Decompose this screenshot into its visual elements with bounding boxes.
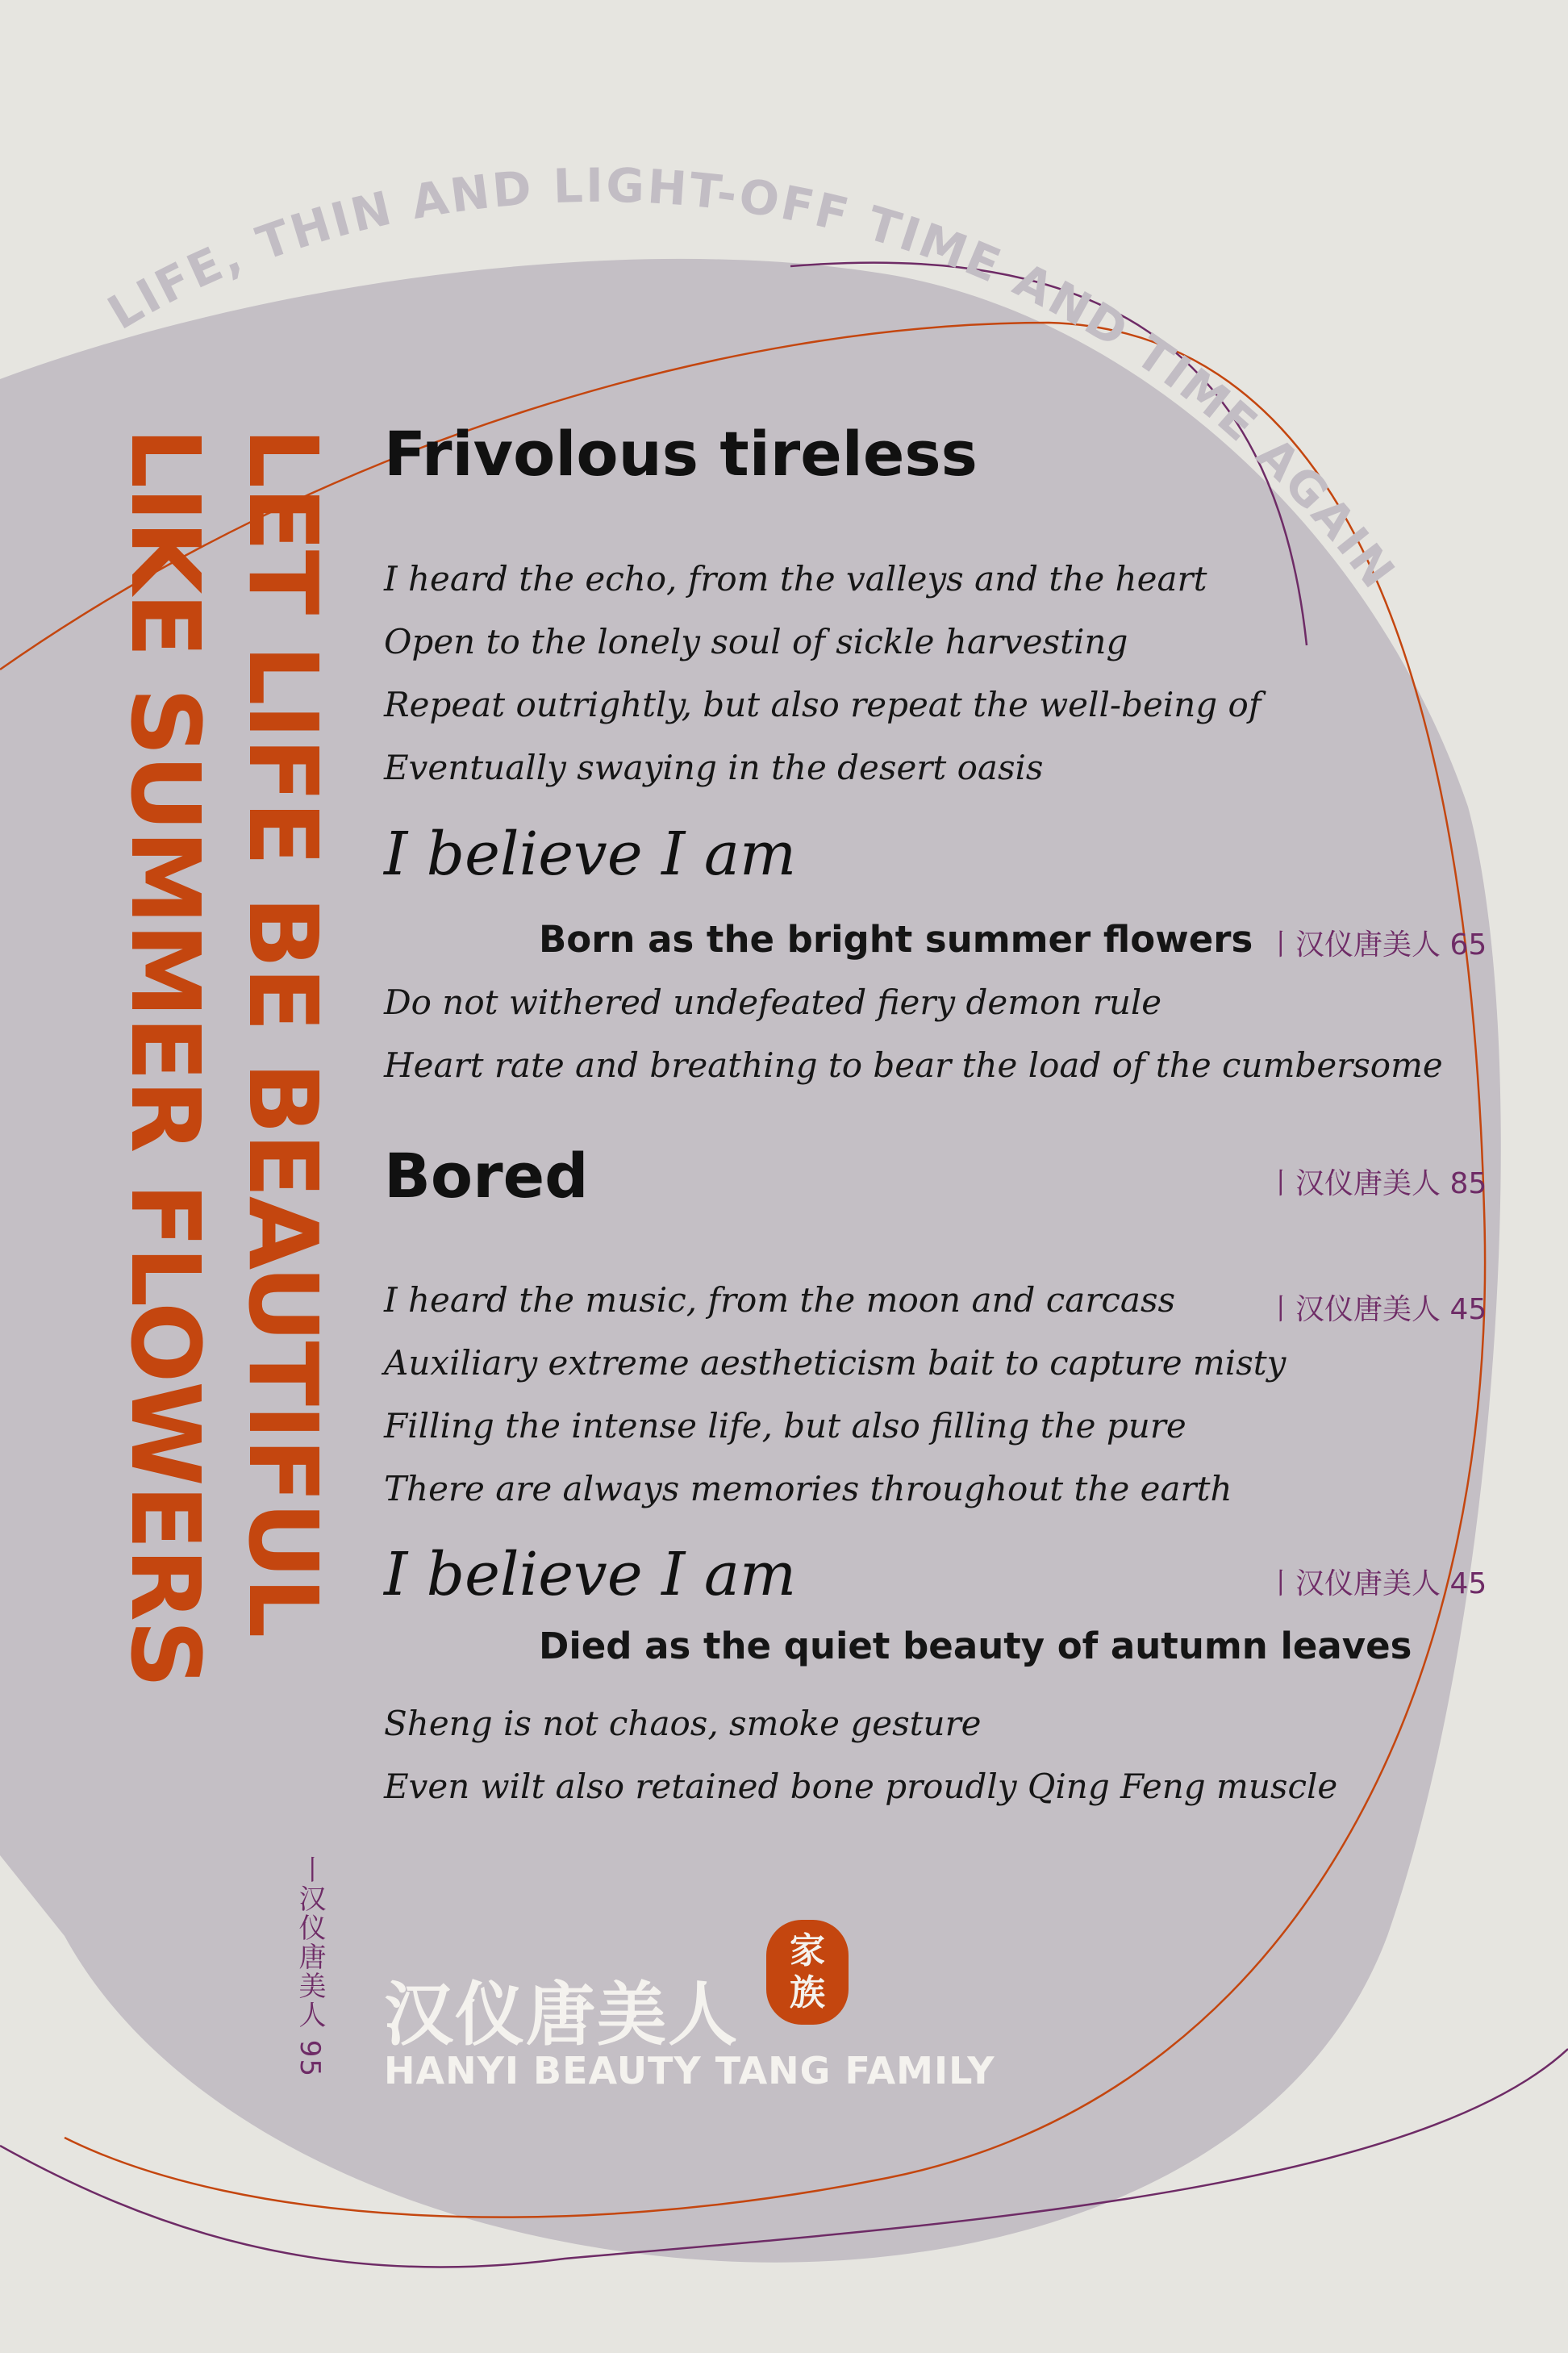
section2-heading: I believe I am <box>384 820 797 889</box>
seal-char: 族 <box>790 1972 825 2013</box>
brand-chinese: 汉仪唐美人 <box>384 1975 739 2055</box>
section3-line: I heard the music, from the moon and carcass <box>384 1280 1176 1320</box>
section4-heading: I believe I am <box>384 1540 797 1609</box>
section2-line: Do not withered undefeated fiery demon rule <box>384 983 1162 1022</box>
section4-price: 丨汉仪唐美人 45 <box>1266 1567 1487 1600</box>
vertical-title-line2: LIKE SUMMER FLOWERS <box>110 428 221 1687</box>
section2-subheading: Born as the bright summer flowers <box>539 918 1253 961</box>
section4-line: Even wilt also retained bone proudly Qing Feng muscle <box>384 1767 1338 1806</box>
section3-line: Auxiliary extreme aestheticism bait to capture misty <box>384 1343 1287 1383</box>
section1-line: Repeat outrightly, but also repeat the well-being of <box>384 685 1261 724</box>
section3-line: Filling the intense life, but also filling the pure <box>384 1406 1186 1446</box>
brand-english: HANYI BEAUTY TANG FAMILY <box>384 2049 995 2092</box>
vertical-title-price: 丨汉仪唐美人 95 <box>294 1855 326 2079</box>
section1-line: Eventually swaying in the desert oasis <box>384 748 1044 787</box>
brand-seal <box>766 1920 849 2025</box>
section2-price: 丨汉仪唐美人 65 <box>1266 928 1487 962</box>
seal-char: 家 <box>790 1930 825 1971</box>
section2-line: Heart rate and breathing to bear the load of the cumbersome <box>384 1045 1443 1085</box>
section4-subheading: Died as the quiet beauty of autumn leaves <box>539 1625 1412 1667</box>
section1-line: Open to the lonely soul of sickle harvesting <box>384 622 1128 661</box>
curved-tagline: LIFE, THIN AND LIGHT-OFF TIME AND TIME AGAIN <box>98 157 1407 600</box>
section3-price: 丨汉仪唐美人 85 <box>1266 1167 1487 1200</box>
vertical-title-line1: LET LIFE BE BEAUTIFUL <box>227 428 339 1637</box>
section4-line: Sheng is not chaos, smoke gesture <box>384 1704 982 1743</box>
section3-line-price: 丨汉仪唐美人 45 <box>1266 1293 1487 1326</box>
section3-line: There are always memories throughout the earth <box>384 1469 1232 1508</box>
section3-heading: Bored <box>384 1140 589 1212</box>
section1-heading: Frivolous tireless <box>384 418 978 490</box>
section1-line: I heard the echo, from the valleys and the heart <box>384 559 1207 599</box>
